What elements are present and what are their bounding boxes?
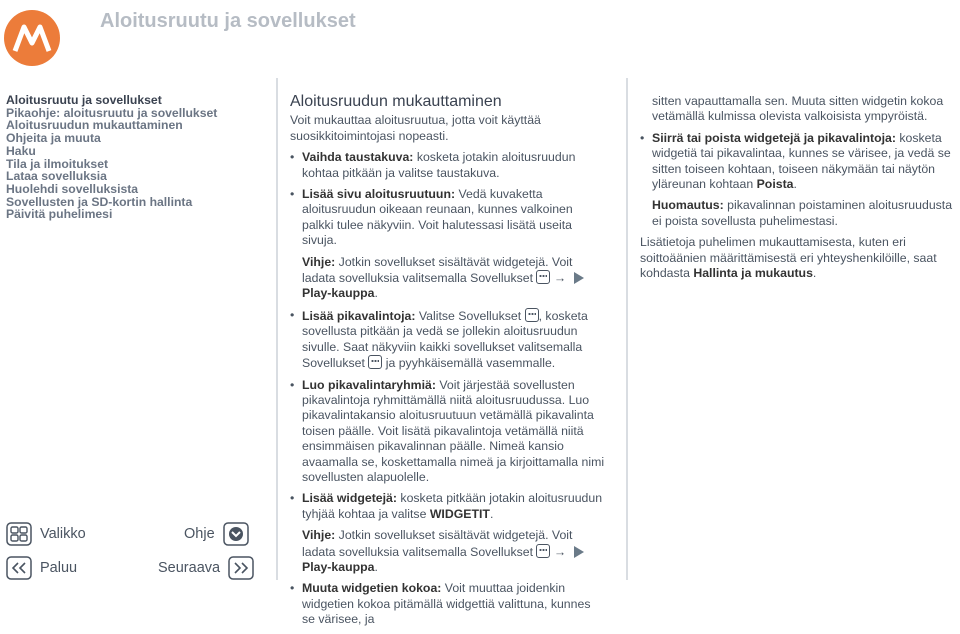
toc-item[interactable]: Sovellusten ja SD-kortin hallinta: [6, 194, 193, 209]
toc-item[interactable]: Ohjeita ja muuta: [6, 131, 101, 146]
apps-icon: [536, 544, 550, 558]
column-divider: [626, 78, 628, 580]
menu-label: Valikko: [40, 526, 86, 542]
content-column-main: [290, 94, 606, 634]
help-button[interactable]: [184, 522, 249, 546]
next-button[interactable]: [158, 556, 254, 580]
play-store-icon: [574, 272, 584, 284]
list-item: • Lisää widgetejä: kosketa pitkään jotakin aloitusruudun tyhjää kohtaa ja valitse WIDGETIT.: [290, 491, 606, 522]
toc-item[interactable]: Aloitusruudun mukauttaminen: [6, 118, 183, 133]
tip-text: Vihje: Jotkin sovellukset sisältävät widgetejä. Voit ladata sovelluksia valitsemalla Sovellukset → Play-kauppa.: [290, 528, 606, 575]
toc-item[interactable]: Lataa sovelluksia: [6, 169, 107, 184]
list-item: • Lisää pikavalintoja: Valitse Sovellukset , kosketa sovellusta pitkään ja vedä se jollekin aloitusruudun sivulle. Saat näkyviin kaikki sovellukset valitsemalla Sovellukset ja pyyhkäisemällä vasemmalle.: [290, 308, 606, 372]
toc-item[interactable]: Pikaohje: aloitusruutu ja sovellukset: [6, 105, 218, 120]
intro-text: Voit mukauttaa aloitusruutua, jotta voit käyttää suosikkitoimintojasi nopeasti.: [290, 113, 541, 143]
table-of-contents: [6, 94, 266, 221]
apps-icon: [536, 270, 550, 284]
page-title: Aloitusruutu ja sovellukset: [100, 10, 356, 32]
apps-icon: [368, 355, 382, 369]
back-label: Paluu: [40, 560, 78, 576]
tip-text: Vihje: Jotkin sovellukset sisältävät widgetejä. Voit ladata sovelluksia valitsemalla Sovellukset → Play-kauppa.: [290, 255, 606, 302]
more-info-text: Lisätietoja puhelimen mukauttamisesta, kuten eri soittoäänien määrittämisestä eri yhteyshenkilöille, saat kohdasta Hallinta ja mukautus.: [640, 235, 937, 281]
section-heading: Aloitusruudun mukauttaminen: [290, 93, 502, 110]
play-store-icon: [574, 546, 584, 558]
menu-grid-icon: [6, 522, 32, 546]
menu-button[interactable]: [6, 522, 86, 546]
column-divider: [276, 78, 278, 580]
note-text: Huomautus: pikavalinnan poistaminen aloitusruudusta ei poista sovellusta puhelimestasi.: [652, 198, 953, 228]
motorola-logo: [4, 10, 60, 66]
toc-item[interactable]: Päivitä puhelimesi: [6, 207, 113, 222]
next-label: Seuraava: [158, 560, 221, 576]
toc-item[interactable]: Huolehdi sovelluksista: [6, 181, 139, 196]
content-column-right: [640, 94, 958, 287]
more-info-link[interactable]: Hallinta ja mukautus: [693, 266, 813, 281]
help-chevron-icon: [223, 522, 249, 546]
apps-icon: [525, 308, 539, 322]
toc-item[interactable]: Aloitusruutu ja sovellukset: [6, 93, 162, 107]
list-item: • Vaihda taustakuva: kosketa jotakin aloitusruudun kohtaa pitkään ja valitse taustakuva.: [290, 150, 606, 181]
list-item: • Lisää sivu aloitusruutuun: Vedä kuvaketta aloitusruudun oikeaan reunaan, kunnes valkoinen palkki tulee näkyviin. Voit halutessasi lisätä useita sivuja.: [290, 187, 606, 249]
list-item: • Muuta widgetien kokoa: Voit muuttaa joidenkin widgetien kokoa pitämällä widgettiä valittuna, kunnes se värisee, ja: [290, 581, 606, 627]
back-button[interactable]: [6, 556, 77, 580]
toc-item[interactable]: Tila ja ilmoitukset: [6, 156, 109, 171]
back-arrow-icon: [6, 556, 32, 580]
toc-item[interactable]: Haku: [6, 143, 36, 158]
list-item: • Luo pikavalintaryhmiä: Voit järjestää sovellusten pikavalintoja ryhmittämällä niitä aloitusruudussa. Luo pikavalintakansio aloitusruutuun vetämällä pikavalinta toisen päälle. Voit lisätä pikavalintoja vetämällä niitä ensimmäisen pikavalinnan päälle. Nimeä kansio avaamalla se, koskettamalla nimeä ja kirjoittamalla nimi sovellusten alapuolelle.: [290, 378, 606, 486]
help-label: Ohje: [184, 526, 215, 542]
forward-arrow-icon: [228, 556, 254, 580]
list-item: • Siirrä tai poista widgetejä ja pikavalintoja: kosketa widgetiä tai pikavalintaa, kunnes se värisee, ja vedä se sitten toiseen kohtaan, toiseen näkymään tai näytön yläreunan kohtaan Poista.: [640, 131, 958, 193]
continued-text: sitten vapauttamalla sen. Muuta sitten widgetin kokoa vetämällä kulmissa olevista valkoisista ympyröistä.: [652, 94, 944, 124]
